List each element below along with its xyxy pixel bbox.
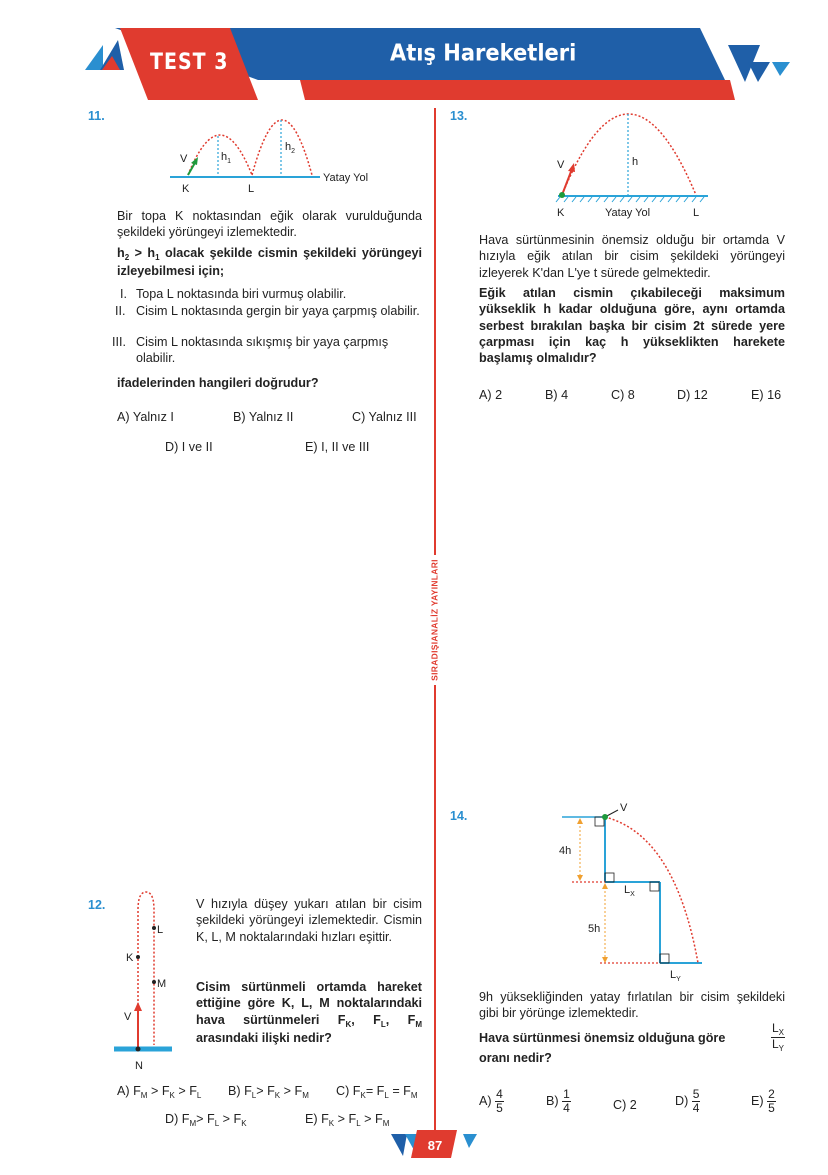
q12-v-label: V <box>124 1011 132 1023</box>
footer-right-triangle <box>463 1134 477 1148</box>
q14-question <box>479 1022 785 1066</box>
q14-option-c[interactable]: C) 2 <box>613 1098 637 1112</box>
q13-v-label: V <box>557 159 565 171</box>
q13-velocity-arrow <box>562 169 572 195</box>
q11-h1-label: $h_1$ <box>221 151 232 165</box>
q11-velocity-arrowhead <box>191 157 198 165</box>
footer-badge <box>385 1128 485 1160</box>
q13-intro: Hava sürtünmesinin önemsiz olduğu bir ortamda V hızıyla eğik atılan bir cisim şekildeki yörüngeyi izleyerek K'dan L'ye t sürede gelmektedir. <box>479 233 785 280</box>
q14-ly-label: $L_Y$ <box>670 969 681 983</box>
header-right-triangle-2 <box>748 62 770 82</box>
page-title: Atış Hareketleri <box>390 39 577 67</box>
q11-figure <box>160 105 400 200</box>
q12-point-m <box>152 980 156 984</box>
q13-velocity-arrowhead <box>568 163 575 172</box>
q13-ground-hatch <box>556 197 704 202</box>
q11-option-c[interactable]: C) Yalnız III <box>352 410 417 424</box>
q13-number: 13. <box>450 109 468 123</box>
q14-5h-arrowhead-top <box>602 883 608 889</box>
q11-item-2: II. Cisim L noktasında gergin bir yaya çarpmış olabilir. <box>115 304 420 318</box>
q14-figure <box>550 795 720 985</box>
q14-trajectory <box>605 817 698 963</box>
q11-intro: Bir topa K noktasından eğik olarak vurulduğunda şekildeki yörüngeyi izlemektedir. <box>117 209 422 240</box>
q13-h-label: h <box>632 156 639 168</box>
q13-point-k <box>559 192 565 198</box>
q13-figure <box>548 105 718 220</box>
q12-trajectory <box>138 892 154 1045</box>
q11-item-3: III. Cisim L noktasında sıkışmış bir yaya çarpmış olabilir. <box>112 335 389 366</box>
q12-intro: V hızıyla düşey yukarı atılan bir cisim şekildeki yörüngeyi izlemektedir. Cismin K, L, M noktalarındaki hızları eşittir. <box>196 897 422 944</box>
q14-option-e[interactable]: E) $\frac{2}{5}$ <box>751 1087 775 1115</box>
q12-option-d[interactable]: D) $F_M> F_L > F_K$ <box>165 1112 247 1128</box>
publisher-side-text: SIRADIŞIANALİZ YAYINLARI <box>429 559 440 681</box>
q12-point-n <box>136 1047 141 1052</box>
q11-number: 11. <box>88 109 105 123</box>
q13-k-label: K <box>557 207 565 219</box>
q14-question-post: oranı nedir? <box>479 1050 552 1065</box>
q12-question: Cisim sürtünmeli ortamda hareket ettiğine göre K, L, M noktalarındaki hava sürtünmeleri $F_K$, $F_L$, $F_M$ arasındaki ilişki nedir? <box>196 980 422 1046</box>
q14-option-a[interactable]: A) $\frac{4}{5}$ <box>479 1087 503 1115</box>
q11-question: ifadelerinden hangileri doğrudur? <box>117 376 319 390</box>
q14-question-pre: Hava sürtünmesi önemsiz olduğuna göre <box>479 1030 726 1045</box>
q11-v-label: V <box>180 153 188 165</box>
q11-option-a[interactable]: A) Yalnız I <box>117 410 174 424</box>
q14-intro: 9h yüksekliğinden yatay fırlatılan bir cisim şekildeki gibi bir yörünge izlemektedir. <box>479 990 785 1021</box>
header-red-band <box>300 80 735 100</box>
q11-option-b[interactable]: B) Yalnız II <box>233 410 294 424</box>
test-label: TEST 3 <box>150 49 229 75</box>
page-header <box>0 0 828 110</box>
q14-ratio: $\frac{L_X}{L_Y}$ <box>771 1021 784 1054</box>
q12-figure <box>110 890 185 1075</box>
q13-trajectory <box>562 114 696 195</box>
q13-option-c[interactable]: C) 8 <box>611 388 635 402</box>
q12-point-k <box>136 955 140 959</box>
header-left-triangle-1 <box>85 45 103 70</box>
q13-option-e[interactable]: E) 16 <box>751 388 782 402</box>
q14-4h-arrowhead-top <box>577 818 583 824</box>
q14-launch-point <box>602 814 608 820</box>
q14-5h-label: 5h <box>588 923 601 935</box>
q12-point-l <box>152 926 156 930</box>
footer-left-triangle <box>391 1134 407 1156</box>
q12-velocity-arrowhead <box>134 1002 142 1011</box>
q14-4h-label: 4h <box>559 845 572 857</box>
q11-first-arc <box>188 135 252 175</box>
q11-option-d[interactable]: D) I ve II <box>165 440 213 454</box>
q11-second-arc <box>252 120 312 175</box>
q12-number: 12. <box>88 898 106 912</box>
q13-l-label: L <box>693 207 700 219</box>
q12-k-label: K <box>126 952 134 964</box>
q14-number: 14. <box>450 809 468 823</box>
q13-question: Eğik atılan cismin çıkabileceği maksimum yükseklik h kadar olduğuna göre, aynı ortamda serbest bırakılan başka bir cisim 2t sürede yere çarpması için kaç h yükseklikten harekete başlamış olmalıdır? <box>479 286 785 366</box>
q12-l-label: L <box>157 924 164 936</box>
q13-option-d[interactable]: D) 12 <box>677 388 708 402</box>
header-right-triangle-3 <box>772 62 790 76</box>
q12-option-a[interactable]: A) $F_M > F_K > F_L$ <box>117 1084 202 1100</box>
q12-option-e[interactable]: E) $F_K > F_L > F_M$ <box>305 1112 390 1128</box>
q14-4h-arrowhead-bottom <box>577 875 583 881</box>
q14-option-d[interactable]: D) $\frac{5}{4}$ <box>675 1087 700 1115</box>
q11-condition: $h_2 > h_1$ olacak şekilde cismin şekildeki yörüngeyi izleyebilmesi için; <box>117 246 423 279</box>
q14-lx-label: $L_X$ <box>624 884 635 898</box>
q12-n-label: N <box>135 1060 143 1072</box>
q14-5h-arrowhead-bottom <box>602 957 608 963</box>
q11-l-label: L <box>248 183 255 195</box>
q14-right-angle-3 <box>650 882 659 891</box>
q12-option-b[interactable]: B) $F_L> F_K > F_M$ <box>228 1084 309 1100</box>
q11-item-1: I. Topa L noktasında biri vurmuş olabilir. <box>120 287 347 301</box>
q11-k-label: K <box>182 183 190 195</box>
q11-road-label: Yatay Yol <box>323 172 369 184</box>
q14-right-angle-4 <box>660 954 669 963</box>
q12-option-c[interactable]: C) $F_K= F_L = F_M$ <box>336 1084 418 1100</box>
q11-option-e[interactable]: E) I, II ve III <box>305 440 370 454</box>
q14-v-label: V <box>620 802 628 814</box>
q13-road-label: Yatay Yol <box>605 207 651 219</box>
page-number: 87 <box>427 1138 443 1153</box>
q14-option-b[interactable]: B) $\frac{1}{4}$ <box>546 1087 570 1115</box>
q13-option-b[interactable]: B) 4 <box>545 388 569 402</box>
q12-m-label: M <box>157 978 167 990</box>
q13-option-a[interactable]: A) 2 <box>479 388 503 402</box>
q14-right-angle-2 <box>605 873 614 882</box>
q11-h2-label: $h_2$ <box>285 141 296 155</box>
